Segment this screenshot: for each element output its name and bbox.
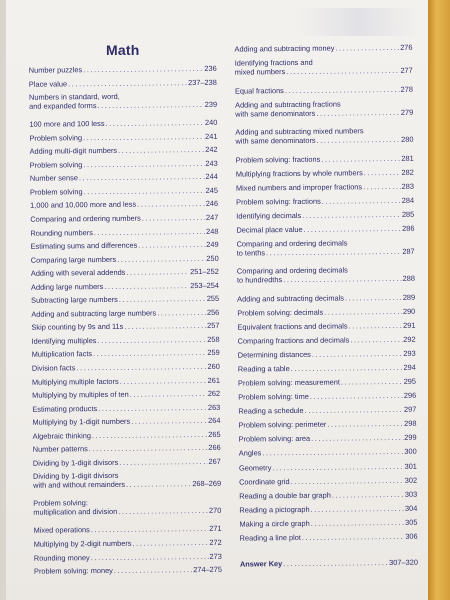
dot-leader — [345, 293, 402, 303]
dot-leader — [321, 153, 400, 163]
page-number: 283 — [401, 181, 415, 191]
page-number: 292 — [403, 334, 416, 344]
dot-leader — [317, 135, 401, 145]
toc-entry — [33, 443, 221, 454]
entry-title: Multiplying by 2-digit numbers — [33, 538, 132, 549]
dot-leader — [84, 186, 205, 196]
entry-title: Angles — [238, 448, 262, 459]
entry-title: Number puzzles — [28, 65, 83, 75]
page-number: 265 — [208, 429, 221, 439]
dot-leader — [97, 335, 206, 345]
entry-title: Identifying multiples — [31, 335, 97, 346]
page-number: 259 — [207, 348, 220, 358]
entry-title: Identifying fractions and — [234, 57, 313, 68]
page-number: 251–252 — [190, 266, 219, 277]
dot-leader — [316, 107, 400, 117]
entry-title: Algebraic thinking — [32, 430, 91, 441]
toc-entry — [239, 517, 417, 528]
entry-title: Problem solving — [29, 187, 83, 197]
page-number: 299 — [404, 433, 417, 443]
entry-title: Answer Key — [239, 558, 283, 569]
page-number: 247 — [205, 212, 219, 222]
toc-entry — [240, 531, 418, 542]
entry-title-cont: and expanded forms — [29, 101, 97, 111]
toc-entry — [30, 159, 218, 170]
toc-entry — [30, 172, 218, 183]
dot-leader — [312, 349, 403, 359]
dot-leader — [348, 321, 402, 331]
dot-leader — [283, 274, 402, 284]
dot-leader — [119, 294, 206, 304]
page-number: 285 — [401, 209, 415, 219]
dot-leader — [68, 78, 187, 88]
entry-line-2 — [237, 247, 415, 258]
page-number: 253–254 — [190, 280, 220, 290]
dot-leader — [291, 475, 404, 485]
toc-entry — [239, 461, 417, 472]
page-number: 281 — [401, 153, 414, 163]
entry-title: Coordinate grid — [239, 476, 290, 487]
toc-entry — [237, 238, 415, 258]
dot-leader — [157, 308, 206, 318]
entry-title: Decimal place value — [236, 224, 303, 235]
toc-entry — [239, 447, 417, 458]
entry-title: Reading a line plot — [239, 532, 301, 543]
toc-entry — [29, 64, 217, 75]
toc-entry — [33, 430, 221, 441]
dot-leader — [327, 419, 403, 429]
entry-title: Reading a table — [237, 364, 290, 374]
entry-title: Adding large numbers — [30, 281, 104, 292]
entry-title: Adding and subtracting mixed numbers — [235, 126, 364, 137]
dot-leader — [117, 254, 205, 264]
entry-title: Multiplying by multiples of ten — [32, 389, 129, 400]
toc-entry — [239, 433, 417, 444]
entry-title: Multiplication facts — [31, 349, 93, 360]
dot-leader — [322, 196, 401, 206]
dot-leader — [132, 538, 208, 548]
entry-title: Problem solving: fractions — [236, 196, 321, 207]
entry-title: Rounding numbers — [30, 227, 93, 238]
dot-leader — [305, 405, 403, 415]
dot-leader — [341, 377, 403, 387]
dot-leader — [137, 199, 205, 209]
toc-entry — [32, 416, 220, 427]
page-number: 280 — [401, 134, 414, 144]
dot-leader — [93, 348, 206, 358]
entry-line-2 — [235, 107, 413, 118]
page-number: 279 — [400, 107, 414, 117]
page-number: 262 — [207, 388, 221, 399]
page-number: 274–275 — [193, 564, 223, 575]
page-number: 256 — [206, 307, 220, 317]
page-number: 268–269 — [192, 479, 222, 489]
toc-entry — [32, 335, 220, 346]
entry-title: Multiplying fractions by whole numbers — [235, 167, 363, 179]
entry-title: Equivalent fractions and decimals — [237, 321, 348, 332]
dot-leader — [283, 558, 388, 568]
page-number: 291 — [403, 320, 416, 330]
toc-entry — [32, 402, 220, 413]
entry-title: Adding and subtracting fractions — [235, 99, 341, 110]
page-number: 267 — [208, 456, 221, 466]
entry-title: Geometry — [238, 462, 272, 473]
entry-title-cont: to hundredths — [236, 275, 283, 285]
dot-leader — [302, 532, 405, 542]
dot-leader — [304, 224, 402, 234]
entry-title: 1,000 and 10,000 more and less — [30, 200, 137, 211]
page-number: 258 — [207, 334, 220, 344]
dot-leader — [98, 403, 207, 413]
entry-title: Estimating sums and differences — [30, 240, 138, 251]
entry-title: Comparing and ordering decimals — [236, 238, 348, 249]
entry-title: Problem solving: money — [33, 565, 113, 576]
dot-leader — [120, 375, 207, 385]
toc-entry — [238, 405, 416, 416]
entry-title: Adding and subtracting money — [234, 43, 335, 54]
entry-title: Equal fractions — [234, 85, 284, 96]
page-number: 241 — [205, 131, 218, 141]
page-number: 303 — [404, 489, 418, 499]
toc-entry — [239, 475, 417, 486]
toc-entry — [31, 308, 219, 319]
dot-leader — [131, 416, 207, 426]
dot-leader — [130, 389, 207, 399]
page-number: 286 — [402, 223, 415, 233]
dot-leader — [92, 430, 207, 440]
toc-entry — [237, 321, 415, 332]
page-number: 300 — [404, 447, 417, 457]
page-number: 240 — [204, 117, 218, 128]
dot-leader — [89, 443, 208, 453]
dot-leader — [105, 118, 204, 128]
toc-entry — [33, 457, 221, 468]
toc-entry — [31, 267, 219, 278]
dot-leader — [83, 159, 204, 169]
dot-leader — [142, 213, 205, 223]
toc-entry — [31, 294, 219, 305]
dot-leader — [97, 100, 203, 110]
toc-entry — [235, 126, 413, 146]
page-number: 272 — [209, 537, 222, 547]
entry-title: Identifying decimals — [236, 210, 302, 221]
page-number: 264 — [208, 415, 221, 426]
entry-title: Adding multi-digit numbers — [29, 146, 118, 156]
entry-title-cont: with and without remainders — [33, 480, 126, 491]
page-number: 307–320 — [389, 557, 418, 567]
toc-entry — [30, 213, 218, 224]
page-number: 296 — [403, 390, 417, 401]
toc-entry — [237, 293, 415, 304]
dot-leader — [118, 145, 204, 155]
page-number: 306 — [405, 531, 418, 541]
entry-title: Reading a pictograph — [239, 504, 310, 515]
dot-leader — [266, 247, 401, 257]
toc-entry — [30, 199, 218, 210]
entry-title: Reading a double bar graph — [239, 490, 331, 501]
dot-leader — [91, 551, 209, 561]
page-number: 270 — [208, 506, 222, 516]
page-number: 289 — [402, 292, 416, 302]
entry-title-cont: multiplication and division — [33, 507, 118, 518]
toc-entry — [31, 253, 219, 264]
entry-title-cont: to tenths — [236, 248, 266, 258]
dot-leader — [94, 226, 205, 236]
toc-entry — [236, 210, 414, 221]
entry-title: Multiplying by 1-digit numbers — [32, 416, 131, 427]
entry-title: Adding and subtracting decimals — [237, 293, 345, 304]
entry-title: Problem solving: — [33, 498, 88, 509]
dot-leader — [310, 391, 403, 401]
entry-title: Comparing and ordering numbers — [30, 213, 141, 224]
page-number: 237–238 — [188, 77, 217, 87]
page-number: 261 — [207, 375, 221, 385]
entry-line-2 — [33, 479, 221, 490]
page-number: 304 — [404, 503, 418, 513]
page-number: 288 — [402, 274, 415, 284]
entry-title: Making a circle graph — [239, 518, 310, 529]
page-number: 245 — [205, 185, 219, 195]
page-number: 276 — [400, 42, 413, 52]
entry-title: Multiplying multiple factors — [31, 376, 119, 387]
entry-title-cont: mixed numbers — [234, 67, 286, 77]
dot-leader — [291, 363, 403, 373]
page-number: 284 — [401, 195, 415, 205]
toc-entry — [32, 389, 220, 400]
dot-leader — [91, 524, 208, 534]
entry-title-cont: with same denominators — [235, 108, 316, 119]
page-number: 250 — [206, 253, 219, 263]
entry-title: Problem solving: area — [238, 434, 311, 444]
page-number: 305 — [405, 517, 418, 527]
page-number: 282 — [401, 167, 414, 177]
entry-line-2 — [237, 274, 415, 285]
page-number: 294 — [403, 362, 416, 372]
toc-entry — [236, 167, 414, 178]
entry-title-cont: with same denominators — [235, 135, 316, 146]
dot-leader — [119, 457, 207, 467]
entry-title: Reading a schedule — [238, 406, 304, 416]
page-number: 242 — [205, 144, 218, 155]
page-number: 295 — [403, 376, 417, 387]
toc-entry — [30, 145, 218, 156]
entry-title: Comparing and ordering decimals — [236, 265, 348, 276]
toc-entry — [237, 307, 415, 318]
toc-entry — [238, 377, 416, 388]
page-number: 246 — [205, 199, 219, 209]
toc-entry — [34, 565, 222, 576]
toc-entry — [238, 363, 416, 374]
entry-title: Place value — [28, 78, 68, 89]
entry-title: Subtracting large numbers — [31, 295, 118, 306]
dot-leader — [104, 281, 189, 291]
dot-leader — [350, 335, 402, 345]
toc-entry — [33, 470, 221, 490]
toc-entry — [31, 240, 219, 251]
page-number: 293 — [403, 348, 416, 358]
dot-leader — [311, 433, 403, 443]
book-page — [6, 0, 428, 600]
toc-entry — [236, 153, 414, 164]
toc-entry — [32, 362, 220, 373]
entry-title: Skip counting by 9s and 11s — [31, 322, 124, 333]
page-number: 266 — [208, 443, 221, 453]
entry-title: Rounding money — [33, 552, 90, 563]
toc-entry — [30, 186, 218, 197]
toc-entry — [237, 265, 415, 285]
entry-title: Dividing by 1-digit divisors — [32, 457, 119, 468]
toc-entry — [238, 391, 416, 402]
toc-entry — [29, 118, 217, 129]
toc-entry — [236, 181, 414, 192]
page-number: 244 — [205, 172, 218, 182]
entry-title: Numbers in standard, word, — [28, 91, 120, 102]
entry-title: Estimating products — [32, 403, 98, 414]
page-number: 271 — [209, 524, 222, 534]
entry-line-2 — [29, 100, 217, 111]
toc-entry — [238, 419, 416, 430]
toc-entry — [34, 524, 222, 535]
entry-title: Number patterns — [32, 444, 88, 455]
yellow-binding-edge — [428, 0, 450, 600]
entry-title: Number sense — [29, 173, 78, 184]
dot-leader — [118, 506, 208, 516]
toc-entry — [238, 349, 416, 360]
dot-leader — [285, 84, 400, 94]
dot-leader — [302, 210, 401, 220]
page-number: 257 — [207, 321, 220, 331]
toc-entry — [32, 348, 220, 359]
toc-entry — [29, 131, 217, 142]
show-through-heading — [298, 8, 418, 36]
entry-title: Adding with several addends — [30, 267, 126, 278]
entry-title: Problem solving: perimeter — [238, 420, 327, 430]
entry-title: Problem solving: time — [238, 392, 309, 402]
page-number: 263 — [207, 402, 221, 412]
toc-entry — [32, 375, 220, 386]
dot-leader — [126, 479, 191, 489]
page-number: 301 — [404, 461, 417, 471]
dot-leader — [124, 321, 206, 331]
page-number: 249 — [206, 239, 219, 249]
page-number: 297 — [403, 405, 417, 415]
page-number: 248 — [206, 226, 219, 236]
dot-leader — [364, 168, 401, 177]
page-number: 236 — [204, 63, 217, 73]
entry-title: Problem solving: fractions — [235, 154, 321, 165]
dot-leader — [311, 504, 404, 514]
toc-entry — [238, 335, 416, 346]
toc-entry — [29, 91, 217, 111]
entry-title: Problem solving — [29, 159, 83, 170]
dot-leader — [138, 240, 205, 250]
entry-title: Determining distances — [237, 349, 311, 360]
entry-title: Dividing by 1-digit divisors — [32, 471, 119, 482]
dot-leader — [332, 489, 404, 499]
toc-entry — [31, 321, 219, 332]
entry-title: Adding and subtracting large numbers — [31, 308, 157, 319]
page-number: 273 — [209, 551, 222, 561]
entry-title: Comparing fractions and decimals — [237, 335, 350, 346]
toc-entry — [235, 57, 413, 77]
dot-leader — [272, 461, 403, 471]
toc-entry — [33, 497, 221, 517]
entry-line-2 — [33, 506, 221, 517]
toc-entry — [235, 84, 413, 95]
page-number: 298 — [404, 419, 417, 429]
entry-title: Problem solving — [29, 132, 83, 143]
entry-title: 100 more and 100 less — [29, 119, 105, 129]
entry-title: Division facts — [31, 363, 76, 373]
toc-entry — [236, 224, 414, 235]
dot-leader — [262, 447, 403, 457]
toc-entry — [239, 503, 417, 514]
toc-entry — [34, 551, 222, 562]
entry-line-2 — [235, 66, 413, 77]
toc-entry — [234, 43, 412, 54]
page-number: 290 — [402, 306, 416, 316]
entry-title: Problem solving: decimals — [237, 307, 324, 318]
dot-leader — [114, 565, 192, 575]
entry-title: Problem solving: measurement — [237, 377, 340, 388]
toc-entry — [235, 98, 413, 118]
page-number: 277 — [400, 65, 413, 75]
page-number: 239 — [204, 99, 218, 110]
dot-leader — [79, 172, 205, 182]
toc-entry — [236, 195, 414, 206]
dot-leader — [311, 518, 404, 528]
page-number: 260 — [207, 361, 220, 371]
page-number: 243 — [205, 158, 218, 168]
dot-leader — [324, 307, 402, 317]
toc-entry — [34, 538, 222, 549]
entry-title: Mixed operations — [33, 525, 90, 536]
page-number: 287 — [402, 246, 415, 256]
toc-entry — [239, 489, 417, 500]
dot-leader — [363, 182, 401, 191]
toc-entry — [31, 280, 219, 291]
dot-leader — [335, 43, 399, 53]
answer-key-entry — [240, 558, 418, 569]
entry-title: Comparing large numbers — [30, 254, 117, 265]
section-heading: Math — [106, 42, 140, 58]
dot-leader — [83, 64, 203, 74]
page-number: 278 — [400, 84, 413, 94]
dot-leader — [126, 267, 189, 277]
page-number: 255 — [206, 294, 220, 304]
dot-leader — [83, 132, 204, 142]
dot-leader — [286, 66, 399, 76]
toc-entry — [30, 226, 218, 237]
page-number: 302 — [404, 475, 418, 485]
entry-line-2 — [235, 135, 413, 146]
dot-leader — [76, 362, 206, 372]
toc-entry — [29, 77, 217, 88]
entry-title: Mixed numbers and improper fractions — [235, 181, 363, 193]
